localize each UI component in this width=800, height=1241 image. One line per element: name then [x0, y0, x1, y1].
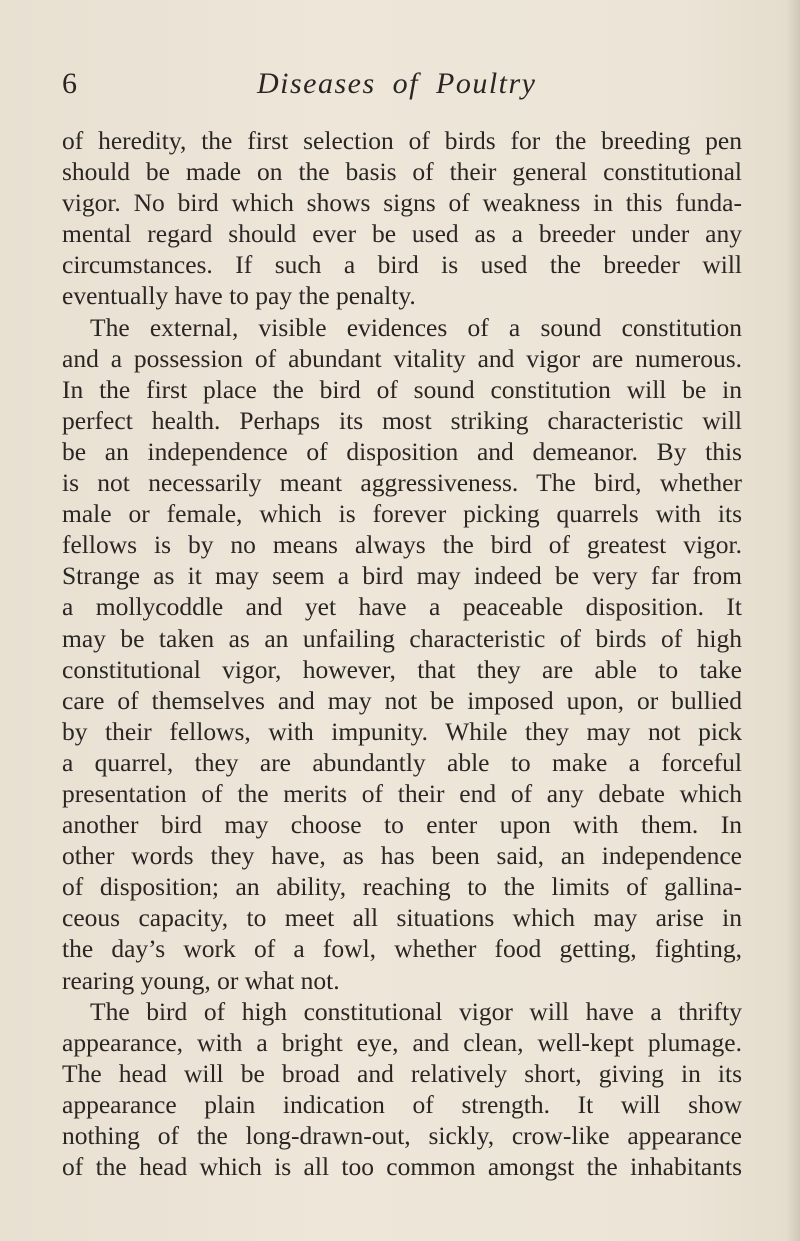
page-header [62, 64, 742, 104]
text-line: other words they have, as has been said, an independence [62, 841, 742, 871]
text-line: of heredity, the first selection of birds for the breeding pen [62, 126, 742, 155]
text-line: eventually have to pay the penalty. [62, 281, 416, 311]
text-line: fellows is by no means always the bird of greatest vigor. [62, 530, 742, 560]
text-line: male or female, which is forever picking quarrels with its [62, 499, 742, 529]
text-line: presentation of the merits of their end of any debate which [62, 778, 742, 808]
text-line: rearing young, or what not. [62, 965, 340, 995]
text-line: care of themselves and may not be imposed upon, or bullied [62, 685, 742, 715]
text-line: of the head which is all too common amongst the inhabitants [62, 1152, 742, 1182]
text-line: appearance plain indication of strength. It will show [62, 1089, 742, 1119]
text-line: The external, visible evidences of a sound constitution [90, 312, 742, 342]
text-line: perfect health. Perhaps its most striking characteristic will [62, 405, 742, 435]
text-line: mental regard should ever be used as a breeder under any [62, 219, 742, 249]
text-line: is not necessarily meant aggressiveness. The bird, whether [62, 468, 742, 498]
running-title: Diseases of Poultry [257, 67, 537, 100]
text-line: and a possession of abundant vitality and vigor are numerous. [62, 343, 742, 373]
text-line: In the first place the bird of sound constitution will be in [62, 374, 742, 404]
text-line: a quarrel, they are abundantly able to make a forceful [62, 747, 742, 777]
text-line: circumstances. If such a bird is used the breeder will [62, 250, 742, 280]
text-line: may be taken as an unfailing characteristic of birds of high [62, 623, 742, 653]
text-line: of disposition; an ability, reaching to the limits of gallina- [62, 872, 742, 902]
text-line: nothing of the long-drawn-out, sickly, crow-like appearance [62, 1121, 742, 1150]
text-line: The head will be broad and relatively short, giving in its [62, 1058, 742, 1088]
text-line: constitutional vigor, however, that they are able to take [62, 654, 742, 684]
text-line: appearance, with a bright eye, and clean, well-kept plumage. [62, 1027, 742, 1057]
body-text [62, 125, 742, 1182]
text-line: be an independence of disposition and demeanor. By this [62, 436, 742, 466]
text-line: by their fellows, with impunity. While they may not pick [62, 716, 742, 746]
text-line: a mollycoddle and yet have a peaceable disposition. It [62, 592, 742, 622]
page-number: 6 [62, 67, 77, 100]
text-line: another bird may choose to enter upon with them. In [62, 810, 742, 840]
text-line: ceous capacity, to meet all situations which may arise in [62, 903, 742, 933]
text-line: the day’s work of a fowl, whether food getting, fighting, [62, 934, 742, 964]
page-edge-shadow [786, 0, 800, 1241]
text-line: vigor. No bird which shows signs of weakness in this funda- [62, 188, 742, 218]
text-line: should be made on the basis of their general constitutional [62, 157, 742, 187]
text-line: The bird of high constitutional vigor will have a thrifty [90, 996, 742, 1026]
text-line: Strange as it may seem a bird may indeed be very far from [62, 561, 742, 591]
